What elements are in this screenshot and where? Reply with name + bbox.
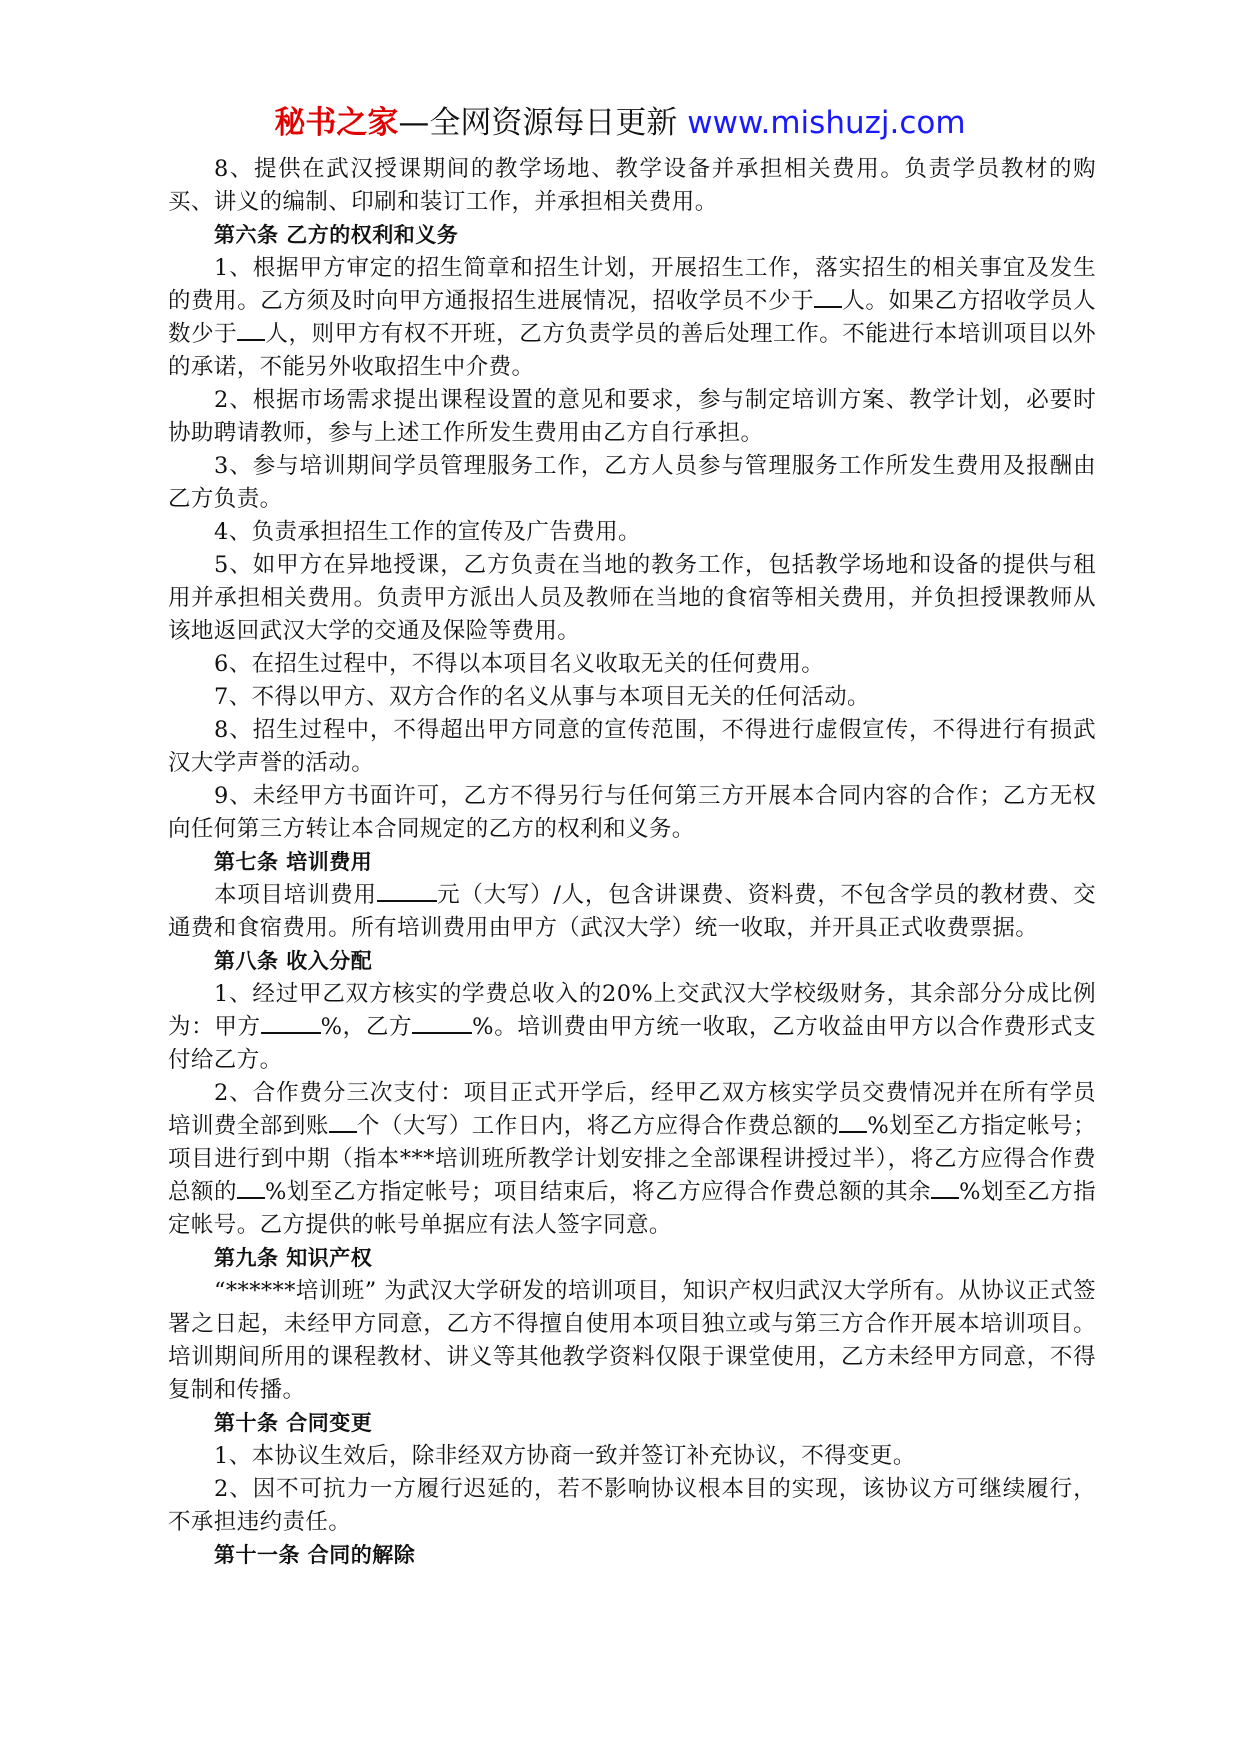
text-run: %划至乙方指定帐号；项目结束后，将乙方应得合作费总额的其余 (265, 1179, 932, 1205)
text-run: 3、参与培训期间学员管理服务工作，乙方人员参与管理服务工作所发生费用及报酬由乙方负责。 (168, 453, 1096, 512)
banner-tagline: —全网资源每日更新 (398, 105, 688, 141)
text-run: 7、不得以甲方、双方合作的名义从事与本项目无关的任何活动。 (214, 684, 870, 710)
text-run: 9、未经甲方书面许可，乙方不得另行与任何第三方开展本合同内容的合作；乙方无权向任何第三方转让本合同规定的乙方的权利和义务。 (168, 783, 1096, 842)
text-run: “******培训班” 为武汉大学研发的培训项目，知识产权归武汉大学所有。从协议正式签署之日起，未经甲方同意，乙方不得擅自使用本项目独立或与第三方合作开展本培训项目。培训期间所用的课程教材、讲义等其他教学资料仅限于课堂使用，乙方未经甲方同意，不得复制和传播。 (168, 1278, 1096, 1403)
text-run: 个（大写）工作日内，将乙方应得合作费总额的 (356, 1113, 840, 1139)
paragraph (168, 1440, 1096, 1473)
fill-in-blank (412, 1012, 472, 1034)
fill-in-blank (237, 319, 265, 341)
text-run: 第六条 乙方的权利和义务 (214, 223, 459, 247)
document-body (168, 153, 1096, 1572)
paragraph (168, 1077, 1096, 1242)
paragraph (168, 681, 1096, 714)
section-heading (168, 1407, 1096, 1440)
text-run: 2、因不可抗力一方履行迟延的，若不影响协议根本目的实现，该协议方可继续履行，不承担违约责任。 (168, 1476, 1096, 1535)
banner-brand: 秘书之家 (274, 105, 399, 141)
text-run: 第七条 培训费用 (214, 850, 373, 874)
text-run: %，乙方 (320, 1014, 413, 1040)
paragraph (168, 384, 1096, 450)
paragraph (168, 879, 1096, 945)
fill-in-blank (237, 1177, 265, 1199)
paragraph (168, 780, 1096, 846)
paragraph (168, 1275, 1096, 1407)
text-run: 人，则甲方有权不开班，乙方负责学员的善后处理工作。不能进行本培训项目以外的承诺，不能另外收取招生中介费。 (168, 321, 1096, 380)
section-heading (168, 219, 1096, 252)
fill-in-blank (839, 1111, 867, 1133)
text-run: 第九条 知识产权 (214, 1246, 373, 1270)
text-run: 5、如甲方在异地授课，乙方负责在当地的教务工作，包括教学场地和设备的提供与租用并承担相关费用。负责甲方派出人员及教师在当地的食宿等相关费用，并负担授课教师从该地返回武汉大学的交通及保险等费用。 (168, 552, 1096, 644)
text-run: %。培训费由甲方统一收取，乙方收益由甲方以合作费形式支付给乙方。 (168, 1014, 1097, 1073)
fill-in-blank (377, 880, 437, 902)
text-run: %划至乙方指定帐号。乙方提供的帐号单据应有法人签字同意。 (168, 1179, 1096, 1238)
site-banner (0, 103, 1240, 143)
paragraph (168, 252, 1096, 384)
text-run: %划至乙方指定帐号；项目进行到中期（指本***培训班所教学计划安排之全部课程讲授过半），将乙方应得合作费总额的 (168, 1113, 1096, 1205)
section-heading (168, 846, 1096, 879)
text-run: 2、合作费分三次支付：项目正式开学后，经甲乙双方核实学员交费情况并在所有学员培训费全部到账 (168, 1080, 1096, 1139)
text-run: 1、本协议生效后，除非经双方协商一致并签订补充协议，不得变更。 (214, 1443, 916, 1469)
text-run: 元（大写）/人，包含讲课费、资料费，不包含学员的教材费、交通费和食宿费用。所有培训费用由甲方（武汉大学）统一收取，并开具正式收费票据。 (168, 882, 1096, 941)
paragraph (168, 153, 1096, 219)
fill-in-blank (261, 1012, 321, 1034)
paragraph (168, 1473, 1096, 1539)
section-heading (168, 1539, 1096, 1572)
text-run: 2、根据市场需求提出课程设置的意见和要求，参与制定培训方案、教学计划，必要时协助聘请教师，参与上述工作所发生费用由乙方自行承担。 (168, 387, 1096, 446)
fill-in-blank (329, 1111, 357, 1133)
text-run: 8、招生过程中，不得超出甲方同意的宣传范围，不得进行虚假宣传，不得进行有损武汉大学声誉的活动。 (168, 717, 1096, 776)
fill-in-blank (931, 1177, 959, 1199)
paragraph (168, 450, 1096, 516)
paragraph (168, 714, 1096, 780)
section-heading (168, 1242, 1096, 1275)
text-run: 4、负责承担招生工作的宣传及广告费用。 (214, 519, 641, 545)
text-run: 本项目培训费用 (214, 882, 377, 908)
paragraph (168, 549, 1096, 648)
text-run: 1、经过甲乙双方核实的学费总收入的20%上交武汉大学校级财务，其余部分分成比例为：甲方 (168, 981, 1096, 1040)
text-run: 1、根据甲方审定的招生简章和招生计划，开展招生工作，落实招生的相关事宜及发生的费用。乙方须及时向甲方通报招生进展情况，招收学员不少于 (168, 255, 1096, 314)
banner-url-link[interactable]: www.mishuzj.com (687, 105, 966, 141)
text-run: 8、提供在武汉授课期间的教学场地、教学设备并承担相关费用。负责学员教材的购买、讲义的编制、印刷和装订工作，并承担相关费用。 (168, 156, 1096, 215)
text-run: 第十一条 合同的解除 (214, 1543, 416, 1567)
text-run: 第十条 合同变更 (214, 1411, 373, 1435)
text-run: 人。如果乙方招收学员人数少于 (168, 288, 1097, 347)
text-run: 6、在招生过程中，不得以本项目名义收取无关的任何费用。 (214, 651, 825, 677)
fill-in-blank (814, 286, 842, 308)
paragraph (168, 648, 1096, 681)
section-heading (168, 945, 1096, 978)
paragraph (168, 516, 1096, 549)
text-run: 第八条 收入分配 (214, 949, 373, 973)
paragraph (168, 978, 1096, 1077)
